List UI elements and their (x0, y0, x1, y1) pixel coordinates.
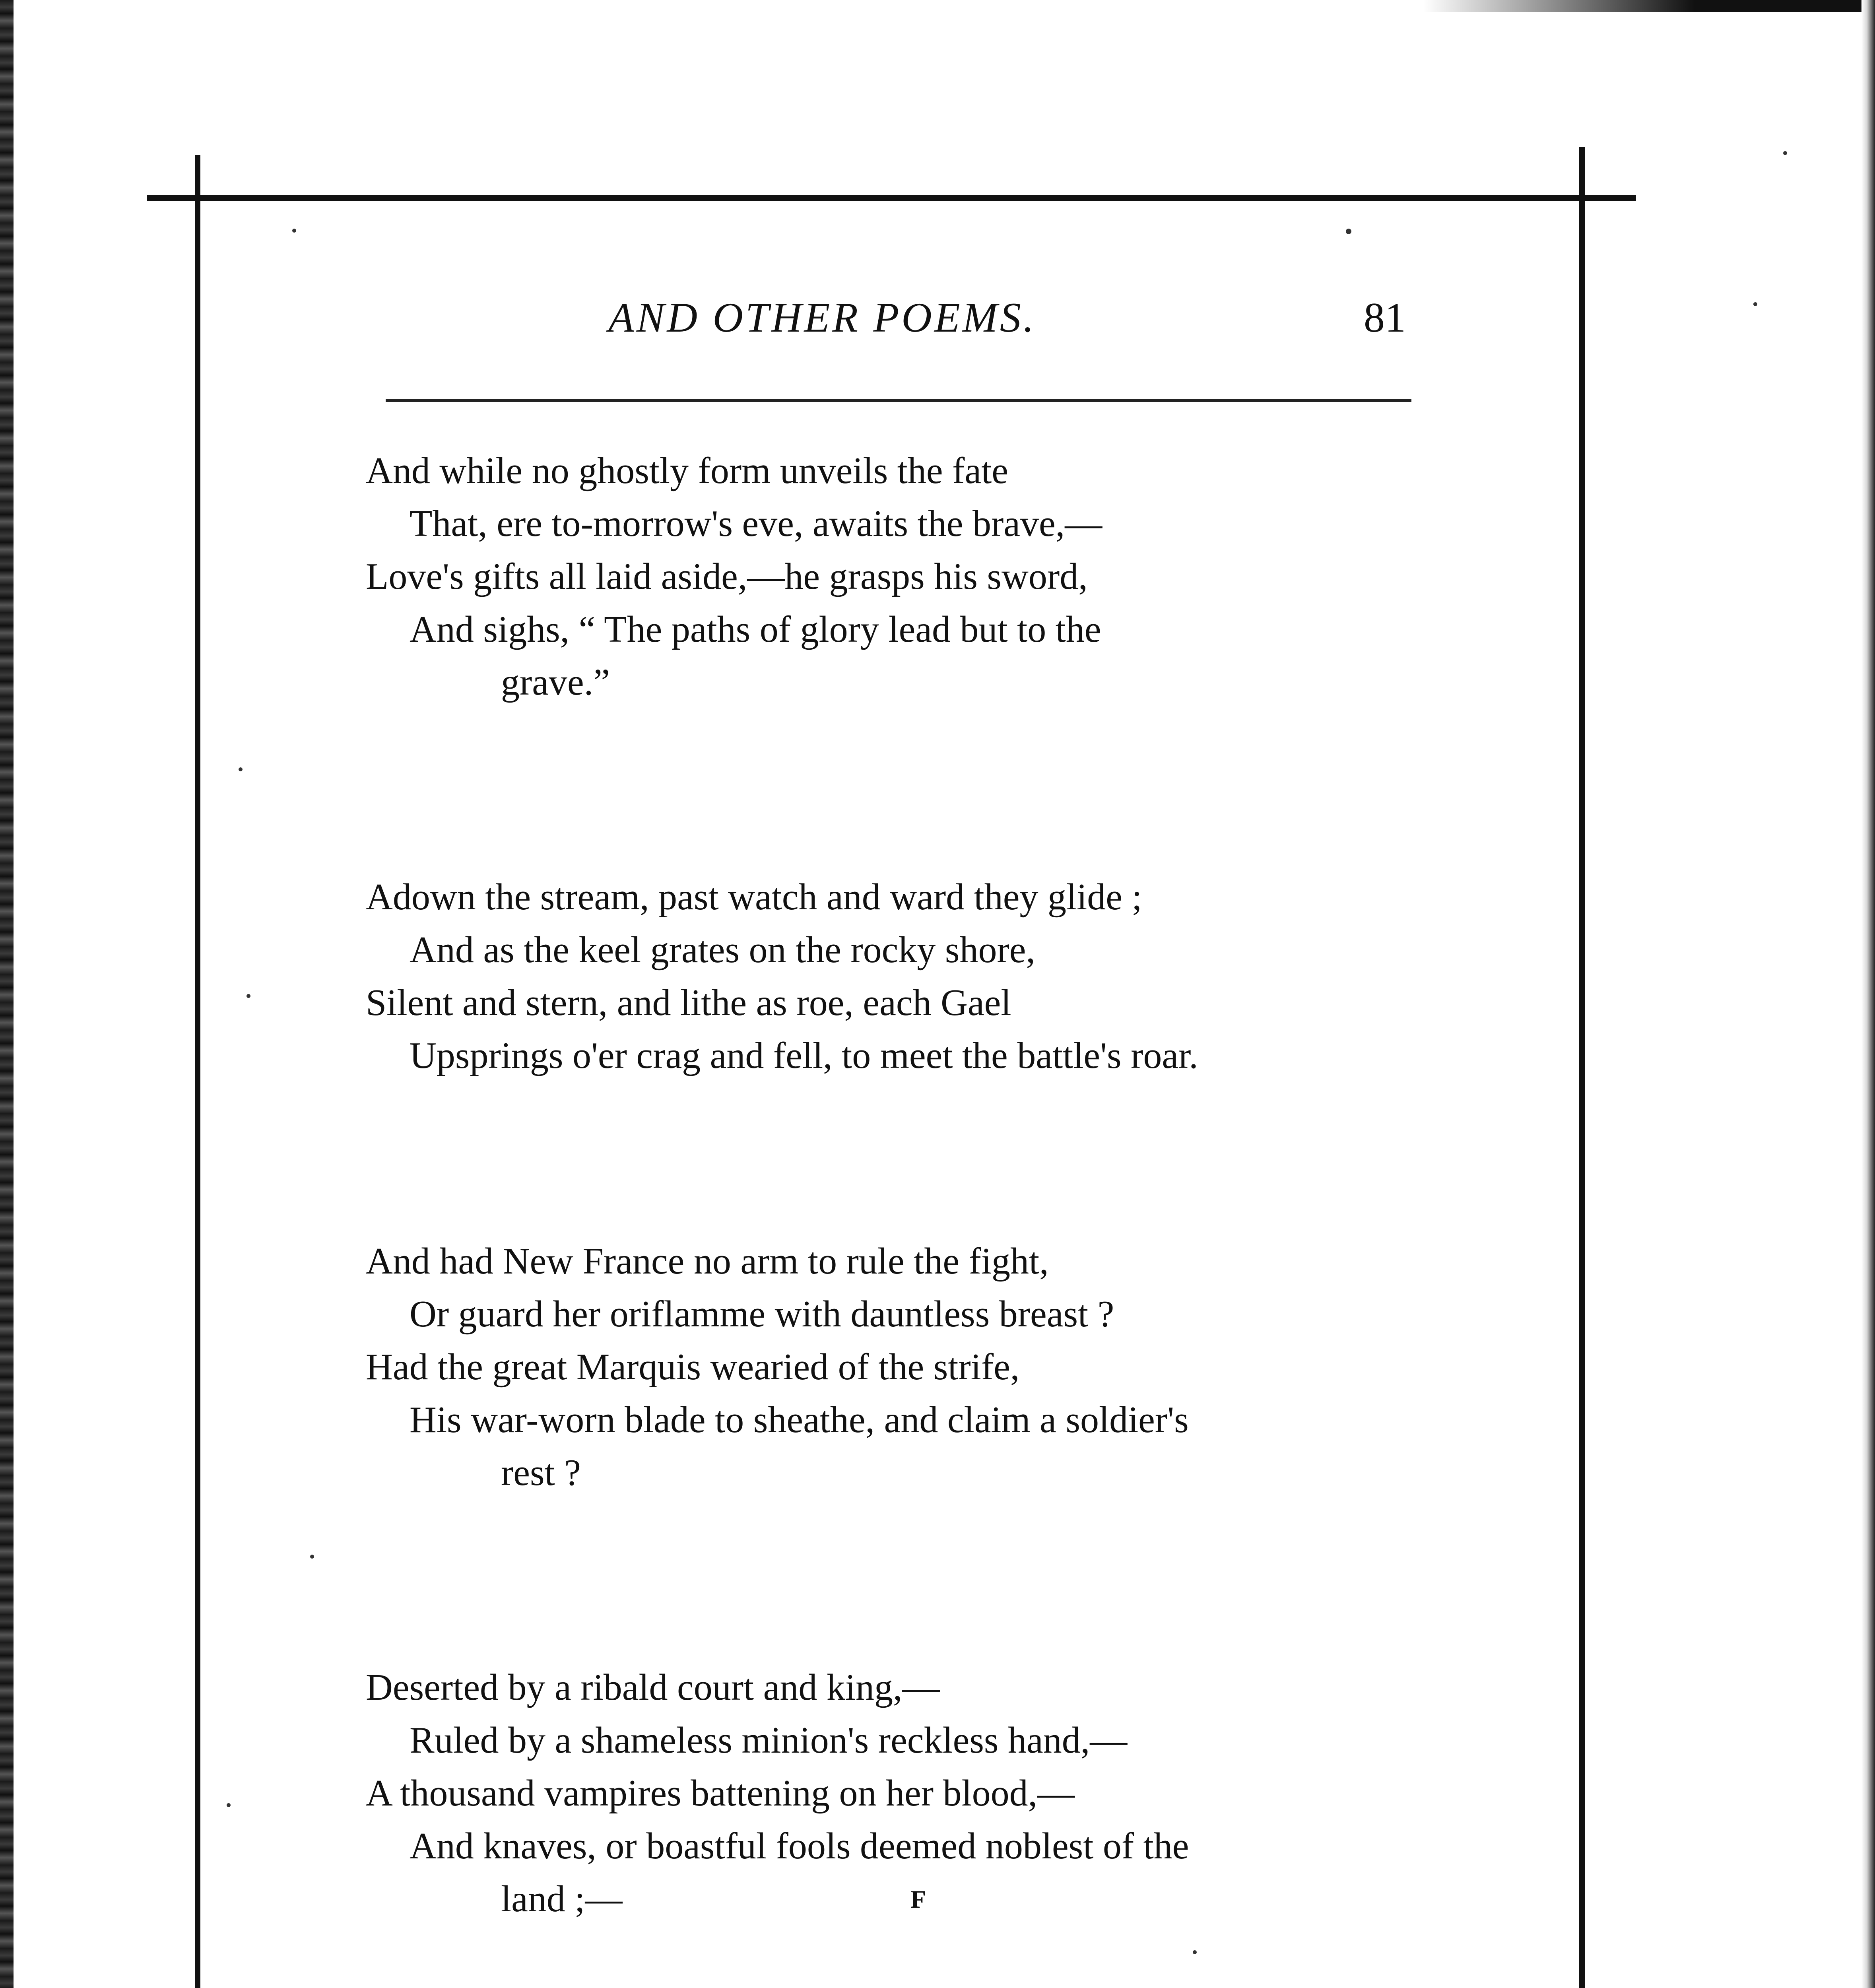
poem-line: Upsprings o'er crag and fell, to meet the battle's roar. (410, 1035, 1198, 1076)
poem-line: rest ? (501, 1452, 581, 1493)
running-head (386, 293, 1499, 357)
page-number: 81 (1364, 294, 1406, 341)
scan-shadow-right (1861, 0, 1875, 1988)
stanza-4 (366, 1661, 1439, 1926)
poem-line: Deserted by a ribald court and king,— (366, 1667, 940, 1708)
poem-line: land ;— (501, 1878, 623, 1920)
stanza-gap (366, 709, 1439, 871)
poem-line: Or guard her oriflamme with dauntless breast ? (410, 1293, 1114, 1335)
poem-line: And sighs, “ The paths of glory lead but to the (410, 609, 1101, 650)
poem-line: And knaves, or boastful fools deemed noblest of the (410, 1825, 1189, 1867)
stanza-3 (366, 1235, 1439, 1499)
poem-line: And had New France no arm to rule the fight, (366, 1241, 1049, 1282)
frame-rule-left (195, 155, 200, 1988)
stanza-gap (366, 1499, 1439, 1661)
poem-line: grave.” (501, 662, 610, 703)
stanza-2 (366, 871, 1439, 1082)
poem-line: His war-worn blade to sheathe, and claim a soldier's (410, 1399, 1189, 1441)
scan-shadow-top (1423, 0, 1875, 12)
poem-body (366, 445, 1439, 1926)
poem-line: Adown the stream, past watch and ward they glide ; (366, 876, 1142, 918)
poem-line: A thousand vampires battening on her blood,— (366, 1773, 1075, 1814)
stanza-1 (366, 445, 1439, 709)
poem-line: Had the great Marquis wearied of the strife, (366, 1346, 1020, 1388)
poem-line: Love's gifts all laid aside,—he grasps his sword, (366, 556, 1088, 597)
frame-rule-top (147, 195, 1636, 201)
scan-shadow-left (0, 0, 14, 1988)
frame-rule-right (1579, 147, 1585, 1988)
poem-line: That, ere to-morrow's eve, awaits the brave,— (410, 503, 1102, 544)
running-head-title: AND OTHER POEMS. (608, 294, 1036, 341)
stanza-gap (366, 1082, 1439, 1235)
head-rule (386, 399, 1411, 402)
poem-line: Silent and stern, and lithe as roe, each Gael (366, 982, 1011, 1023)
poem-line: And as the keel grates on the rocky shore, (410, 929, 1035, 971)
poem-line: Ruled by a shameless minion's reckless hand,— (410, 1720, 1128, 1761)
signature-mark: F (910, 1885, 926, 1913)
poem-line: And while no ghostly form unveils the fate (366, 450, 1008, 491)
